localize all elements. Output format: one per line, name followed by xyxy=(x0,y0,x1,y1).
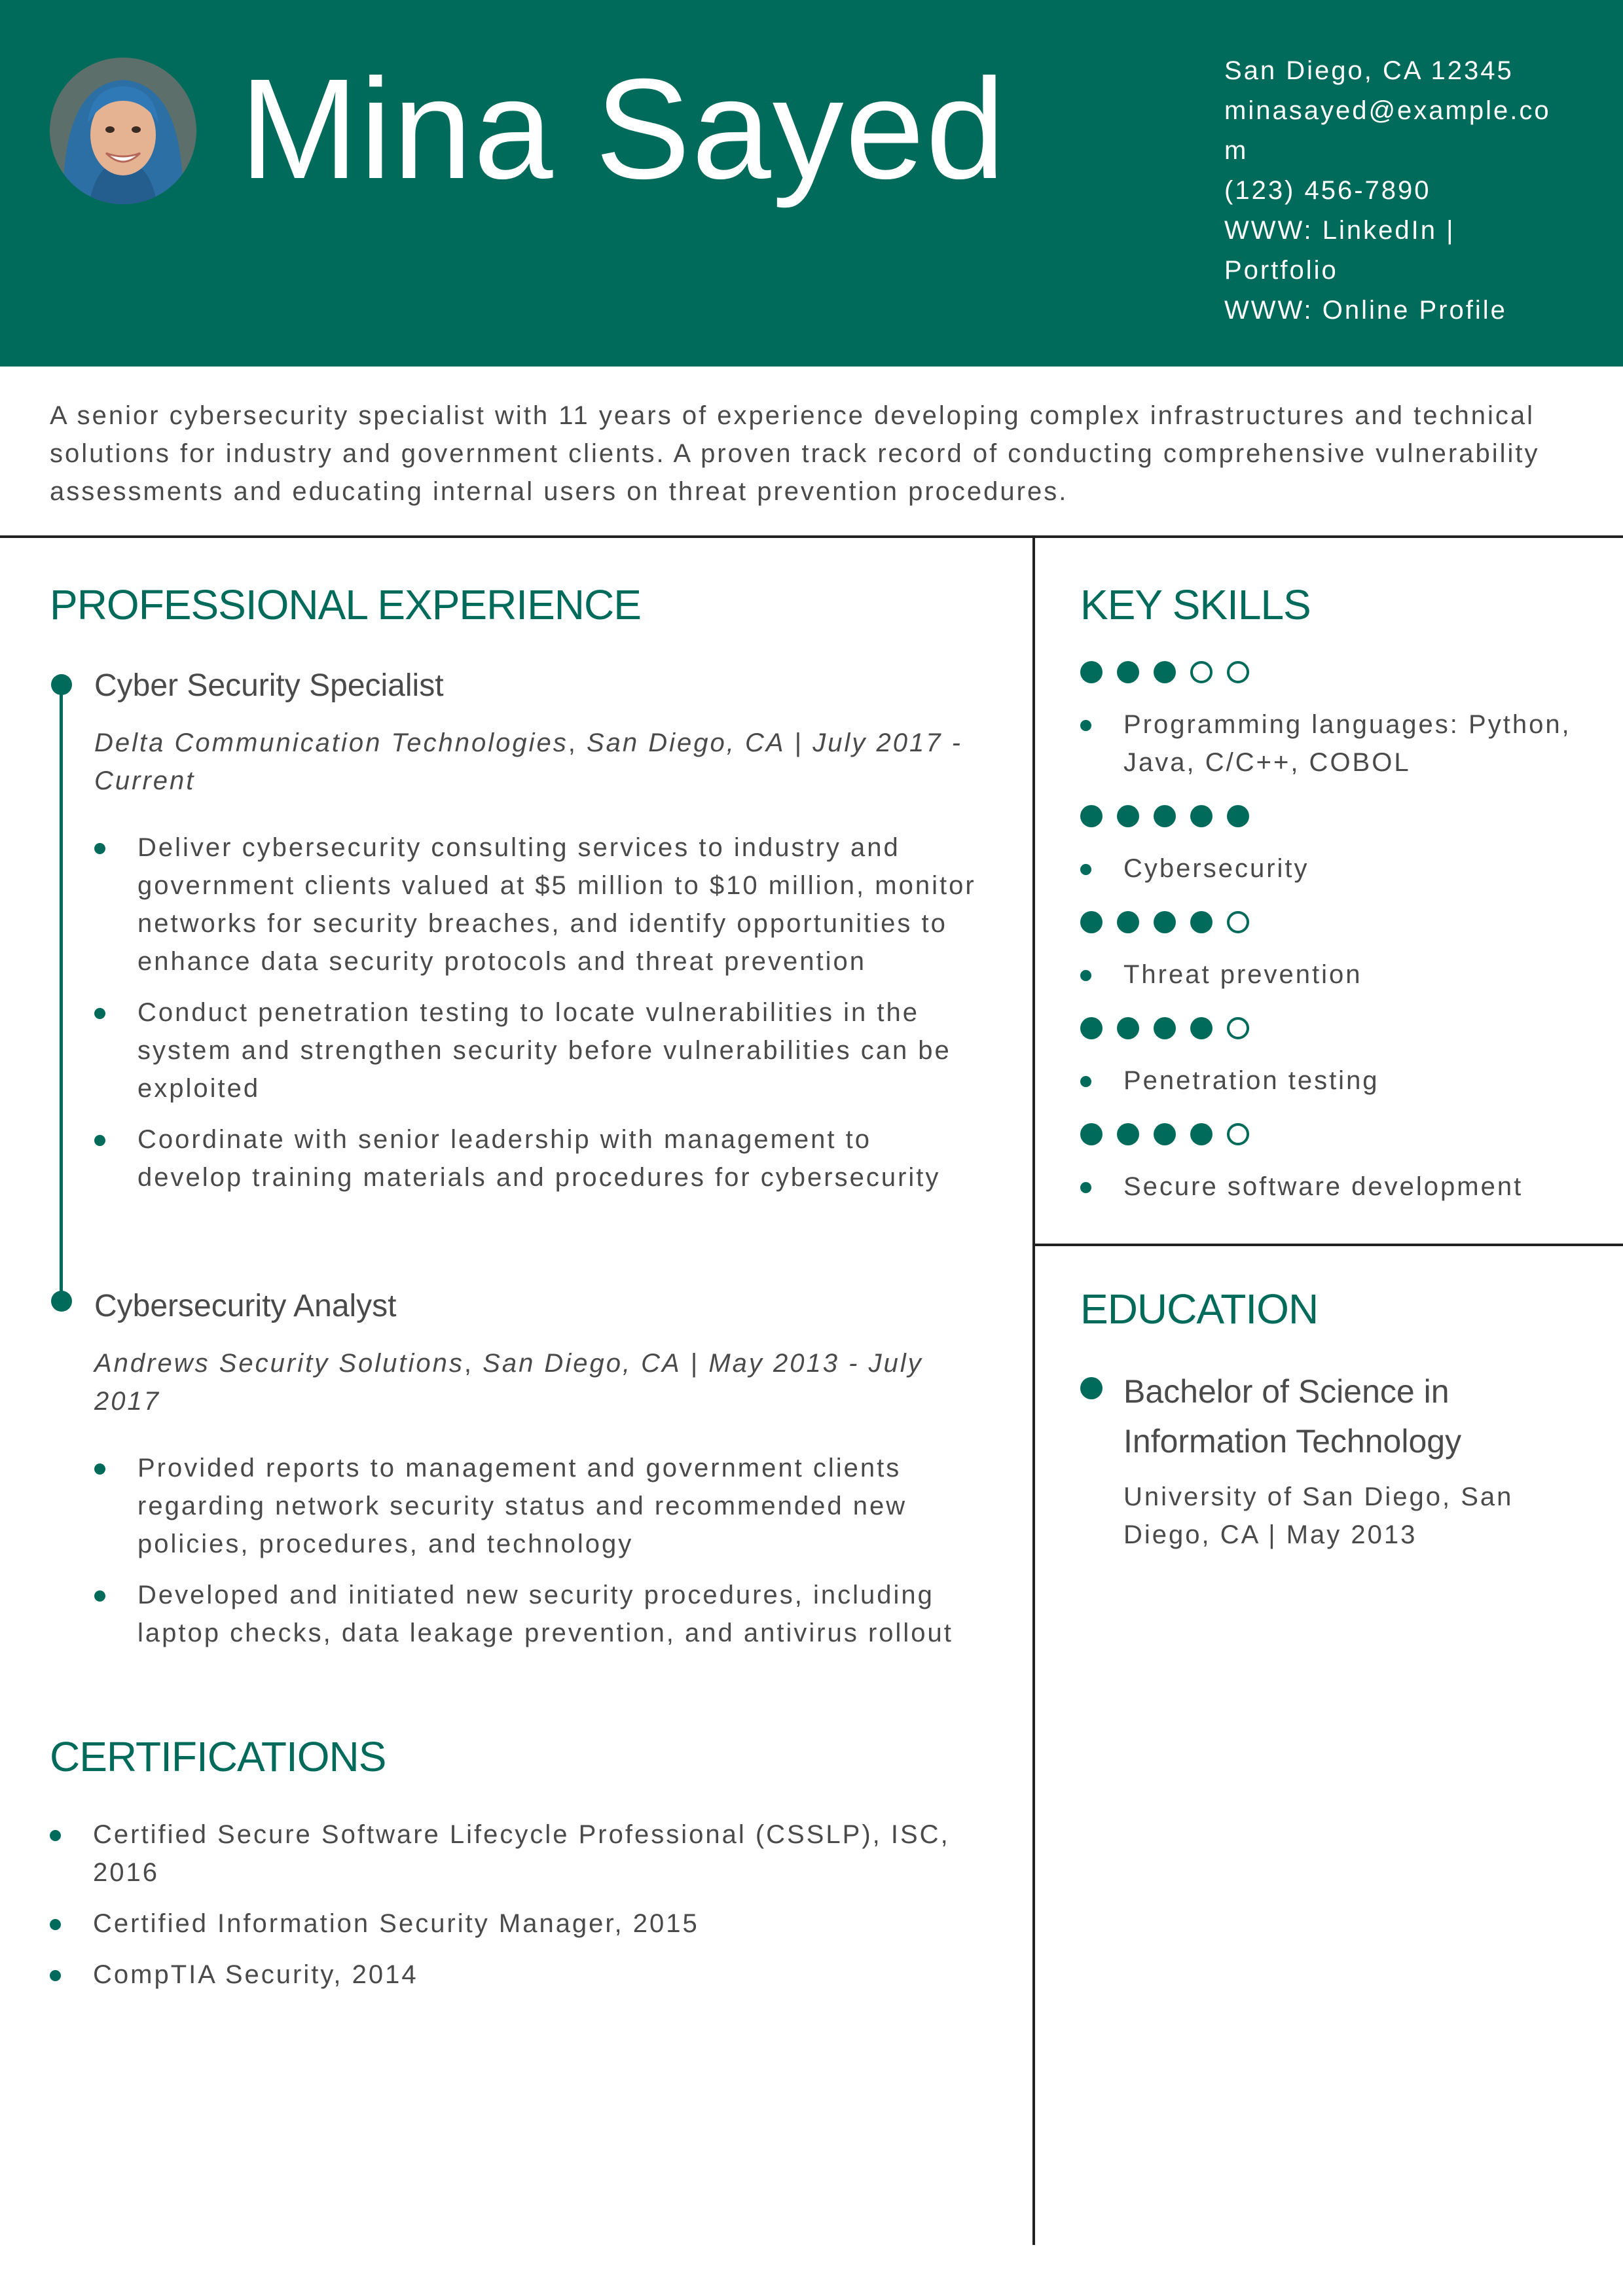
timeline-dot xyxy=(51,1291,72,1312)
contact-email[interactable]: minasayed@example.com xyxy=(1224,96,1551,165)
rating-dot-filled xyxy=(1117,1123,1139,1145)
job-bullets xyxy=(94,1449,985,1665)
education-school-line: University of San Diego, San Diego, CA | May 2013 xyxy=(1123,1482,1514,1549)
certifications-heading: CERTIFICATIONS xyxy=(50,1733,386,1780)
rating-dot-filled xyxy=(1080,1017,1103,1039)
skill-rating xyxy=(1080,805,1249,827)
contact-address: San Diego, CA 12345 xyxy=(1224,56,1514,85)
rating-dot-filled xyxy=(1154,1017,1176,1039)
list-item: Provided reports to management and government clients regarding network security status and recommended new policies, procedures, and technology xyxy=(94,1449,985,1563)
skill-rating xyxy=(1080,1017,1249,1039)
job-location: San Diego, CA xyxy=(587,728,786,757)
job-dates: May 2013 - July 2017 xyxy=(94,1349,923,1416)
job-meta: Andrews Security Solutions, San Diego, CA | May 2013 - July 2017 xyxy=(94,1349,923,1416)
rating-dot-filled xyxy=(1227,805,1249,827)
skill-rating xyxy=(1080,911,1249,933)
rating-dot-filled xyxy=(1154,1123,1176,1145)
summary-paragraph: A senior cybersecurity specialist with 11 years of experience developing complex infrastructures and technical solutions for industry and government clients. A proven track record of conducting comprehensive vulnerability assessments and educating internal users on threat prevention procedures. xyxy=(50,401,1540,506)
job-company: Delta Communication Technologies xyxy=(94,728,568,757)
job-bullets xyxy=(94,829,985,1210)
rating-dot-filled xyxy=(1190,1017,1213,1039)
rating-dot-empty xyxy=(1227,1017,1249,1039)
contact-links[interactable]: WWW: LinkedIn | Portfolio xyxy=(1224,216,1455,285)
profile-photo xyxy=(50,58,196,204)
rating-dot-filled xyxy=(1117,805,1139,827)
job-title: Cyber Security Specialist xyxy=(94,668,444,703)
job-location: San Diego, CA xyxy=(483,1349,682,1378)
rating-dot-filled xyxy=(1117,911,1139,933)
education-degree: Bachelor of Science in Information Technology xyxy=(1123,1373,1462,1460)
timeline-dot xyxy=(51,674,72,695)
job-dates: July 2017 - Current xyxy=(94,728,962,795)
rating-dot-filled xyxy=(1190,911,1213,933)
education-date: May 2013 xyxy=(1286,1520,1417,1549)
skill-item: Secure software development xyxy=(1080,1168,1578,1206)
skill-item: Programming languages: Python, Java, C/C++, COBOL xyxy=(1080,706,1578,781)
rating-dot-filled xyxy=(1154,911,1176,933)
skill-item: Cybersecurity xyxy=(1080,850,1578,888)
candidate-name: Mina Sayed xyxy=(240,50,1007,209)
certifications-list xyxy=(50,1816,966,2007)
contact-block xyxy=(1224,51,1565,331)
list-item: Certified Secure Software Lifecycle Professional (CSSLP), ISC, 2016 xyxy=(50,1816,966,1892)
rating-dot-filled xyxy=(1080,1123,1103,1145)
list-item: Developed and initiated new security procedures, including laptop checks, data leakage prevention, and antivirus rollout xyxy=(94,1576,985,1652)
rating-dot-filled xyxy=(1154,805,1176,827)
list-item: Conduct penetration testing to locate vulnerabilities in the system and strengthen security before vulnerabilities can be exploited xyxy=(94,994,985,1107)
timeline-line xyxy=(60,685,63,1301)
skill-item: Threat prevention xyxy=(1080,956,1578,994)
job-company: Andrews Security Solutions xyxy=(94,1349,464,1378)
rating-dot-filled xyxy=(1117,661,1139,683)
sidebar-divider xyxy=(1034,1244,1623,1246)
skill-rating xyxy=(1080,661,1249,683)
job-title: Cybersecurity Analyst xyxy=(94,1289,397,1323)
rating-dot-filled xyxy=(1080,805,1103,827)
profile-photo-image xyxy=(50,58,196,204)
list-item: Coordinate with senior leadership with management to develop training materials and procedures for cybersecurity xyxy=(94,1121,985,1196)
education-school: University of San Diego, San Diego, CA xyxy=(1123,1482,1514,1549)
education-dot xyxy=(1080,1377,1103,1399)
list-item: Deliver cybersecurity consulting services to industry and government clients valued at $5 million to $10 million, monitor networks for security breaches, and identify opportunities to enhance data security protocols and threat prevention xyxy=(94,829,985,980)
contact-profile[interactable]: WWW: Online Profile xyxy=(1224,296,1507,325)
skill-item: Penetration testing xyxy=(1080,1062,1578,1100)
job-meta: Delta Communication Technologies, San Diego, CA | July 2017 - Current xyxy=(94,728,962,795)
experience-heading: PROFESSIONAL EXPERIENCE xyxy=(50,581,641,628)
rating-dot-empty xyxy=(1227,661,1249,683)
column-divider xyxy=(1032,537,1035,2245)
rating-dot-filled xyxy=(1190,1123,1213,1145)
section-divider xyxy=(0,535,1623,538)
list-item: CompTIA Security, 2014 xyxy=(50,1956,966,1994)
skill-rating xyxy=(1080,1123,1249,1145)
skills-heading: KEY SKILLS xyxy=(1080,581,1311,628)
education-heading: EDUCATION xyxy=(1080,1285,1319,1333)
rating-dot-filled xyxy=(1154,661,1176,683)
header-banner xyxy=(0,0,1623,367)
rating-dot-filled xyxy=(1080,661,1103,683)
rating-dot-empty xyxy=(1227,1123,1249,1145)
rating-dot-filled xyxy=(1190,805,1213,827)
contact-phone: (123) 456-7890 xyxy=(1224,176,1431,205)
rating-dot-filled xyxy=(1080,911,1103,933)
rating-dot-empty xyxy=(1227,911,1249,933)
list-item: Certified Information Security Manager, 2015 xyxy=(50,1905,966,1943)
rating-dot-empty xyxy=(1190,661,1213,683)
rating-dot-filled xyxy=(1117,1017,1139,1039)
